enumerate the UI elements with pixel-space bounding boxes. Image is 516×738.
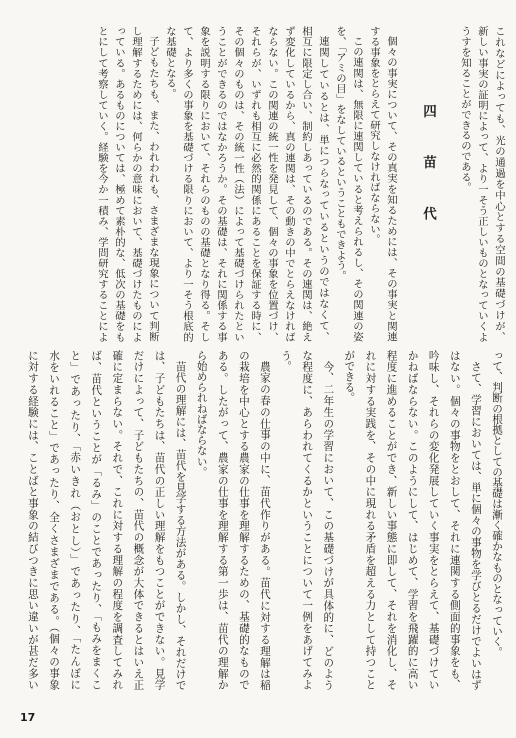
- text-column: ず変化しているから、真の連関は、その動きの中でとらえなければ: [283, 26, 295, 342]
- text-column: と」であったり、「赤いきれ（おとし）」であったり、「たんぼに: [69, 350, 82, 690]
- upper-tier: [93, 26, 507, 342]
- lower-tier: [21, 350, 507, 690]
- text-column: する事象をとらえて研究しなければならない。: [368, 26, 380, 245]
- text-column: 苗代の理解には、苗代を見学する方法がある。しかし、それだけで: [174, 360, 187, 690]
- text-column: し理解するためには、何らかの意味において、基礎づけたものによ: [130, 26, 142, 342]
- text-column: その個々のものは、その統一性（法）によって基礎づけられたとい: [232, 26, 244, 342]
- text-column: の栽培を中心とする農家の仕事を理解するための、基礎的なもので: [237, 350, 250, 690]
- text-column: とにして考察していく。経験を今か一積み、学問研究することによ: [96, 26, 108, 342]
- text-column: れに対する実践を、その中に現れる矛盾を超える力として持つこと: [364, 350, 377, 690]
- text-column: 程度に進めることができ、新しい事態に即して、それを消化し、そ: [385, 350, 398, 690]
- text-column: それらが、いずれも相互に必然的関係にあることを保証する時に、: [249, 26, 261, 342]
- text-column: 新しい事実の証明によって、より一そう正しいものとなっていくよ: [476, 26, 488, 342]
- text-column: を、「アミの目」をなしているということもできよう。: [334, 26, 346, 281]
- text-column: は、子どもたちは、苗代の正しい理解をもつことができない。見学: [153, 350, 166, 690]
- text-column: 連関しているとは、単につらなっているというのではなくて、: [317, 36, 329, 342]
- text-column: ならない。この関連の統一性を発見して、個々の事象を位置づけ、: [266, 26, 278, 342]
- text-column: 確に定まらない。それで、これに対する理解の程度を調査してみれ: [111, 350, 124, 690]
- text-column: うことができるのではなかろうか。その基礎は、それに関係する事: [215, 26, 227, 342]
- text-column: かねばならない。このようにして、はじめて、学習を飛躍的に高い: [406, 350, 419, 690]
- text-column: この連関は、無限に連関していると考えられるし、その関連の姿: [351, 36, 363, 342]
- text-column: これなどによっても、光の通過を中心とする空間の基礎づけが、: [493, 26, 505, 342]
- text-column: ば、苗代ということが「るみ」のことであったり、「もみをまくこ: [90, 350, 103, 690]
- text-column: な基礎となる。: [164, 26, 176, 99]
- text-column: って、判断の根拠としての基礎は漸く確かなものとなっていく。: [491, 350, 503, 658]
- text-column: だけによって、子どもたちの、苗代の概念が大体できるとはいえ正: [132, 350, 145, 690]
- text-column: ある。したがって、農家の仕事を理解する第一歩は、苗代の理解か: [216, 350, 229, 690]
- text-column: な程度に、あらわれてくるかということについて一例をあげてみよ: [301, 350, 314, 690]
- text-column: うすを知ることができるのである。: [459, 26, 471, 193]
- page-number: 17: [20, 711, 36, 724]
- text-column: ができる。: [343, 350, 356, 403]
- text-column: 吟味し、それらの変化発展していく事実をとらえて、基礎づけてい: [427, 350, 440, 690]
- text-column: 水をいれること」であったり、全くさまざまである。（個々の事象: [48, 350, 61, 690]
- text-column: はない。個々の事物をとおして、それに連関する側面的事象をも、: [448, 350, 461, 690]
- text-column: 子どもたちも、また、われわれも、さまざまな現象について判断: [147, 36, 159, 342]
- text-column: 個々の事実について、その真実を知るためには、その事実と関連: [385, 36, 397, 342]
- text-column: ら始められねばならない。: [195, 350, 208, 478]
- text-column: 象を説明する限りにおいて、それらのものの基礎となり得る。そし: [198, 26, 210, 342]
- text-column: 今、二年生の学習において、この基礎づけが具体的に、どのよう: [322, 360, 335, 690]
- text-column: う。: [280, 350, 293, 372]
- text-column: 相互に限定し合い、制約しあっているのである。その連関は、絶え: [300, 26, 312, 342]
- text-column: さて、学習においては、単に個々の事物を学びとるだけでよいはず: [469, 360, 482, 690]
- text-column: 農家の春の仕事の中に、苗代作りがある。苗代に対する理解は稲: [258, 360, 271, 690]
- text-column: っている。あるものについては、極めて素朴的な、低次の基礎をも: [113, 26, 125, 342]
- section-heading: 四 苗 代: [420, 104, 436, 233]
- text-column: に対する経験には、ことばと事象の結びつきに思い違いが甚だ多い: [26, 350, 39, 690]
- text-column: て、より多くの事象を基礎づける限りにおいて、より一そう根底的: [181, 26, 193, 342]
